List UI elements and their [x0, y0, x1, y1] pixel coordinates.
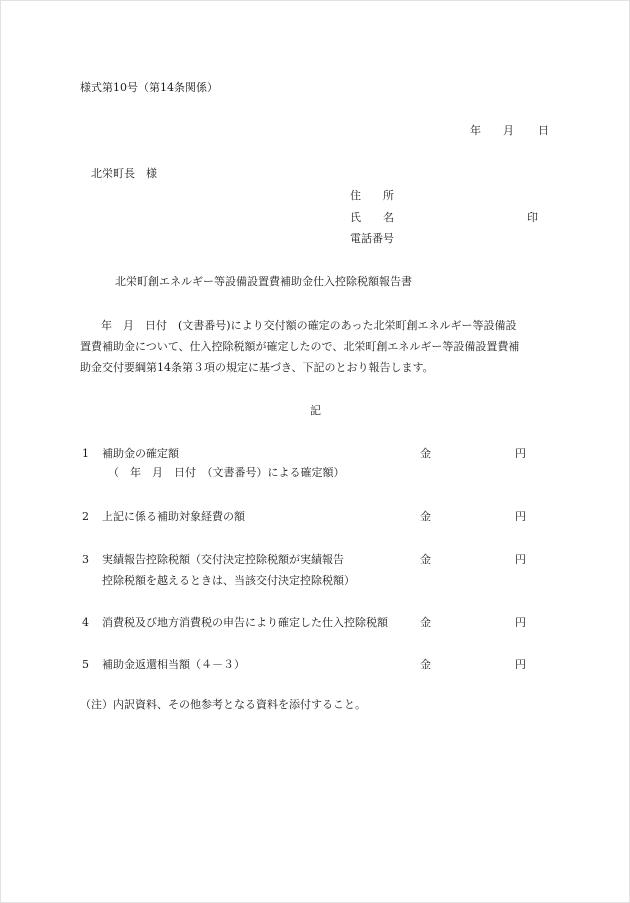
item-4-number: 4: [82, 616, 89, 629]
form-number: 様式第10号（第14条関係）: [80, 81, 218, 94]
ki-heading: 記: [310, 404, 321, 417]
item-3-number: 3: [82, 553, 89, 566]
item-1-yen: 円: [515, 447, 526, 460]
name-label: 氏 名: [350, 211, 394, 224]
item-3-kin: 金: [420, 553, 431, 566]
item-5-number: 5: [82, 658, 89, 671]
item-1-label: 補助金の確定額: [102, 447, 179, 460]
date-month-label: 月: [503, 124, 514, 137]
body-line-1: 年 月 日付 (文書番号)により交付額の確定のあった北栄町創エネルギー等設備設: [101, 319, 517, 332]
item-5-yen: 円: [515, 658, 526, 671]
item-1-sub: （ 年 月 日付 （文書番号）による確定額）: [108, 466, 345, 479]
item-3-label: 実績報告控除税額（交付決定控除税額が実績報告: [102, 553, 344, 566]
item-3-sub: 控除税額を越えるときは、当該交付決定控除税額）: [102, 574, 355, 587]
item-5-kin: 金: [420, 658, 431, 671]
item-1-kin: 金: [420, 447, 431, 460]
item-3-yen: 円: [515, 553, 526, 566]
item-4-kin: 金: [420, 616, 431, 629]
item-4-yen: 円: [515, 616, 526, 629]
item-5-label: 補助金返還相当額（４－３）: [102, 658, 245, 671]
item-4-label: 消費税及び地方消費税の申告により確定した仕入控除税額: [102, 616, 388, 629]
address-label: 住 所: [350, 189, 394, 202]
item-2-kin: 金: [420, 510, 431, 523]
item-2-yen: 円: [515, 510, 526, 523]
phone-label: 電話番号: [350, 232, 394, 245]
seal-mark: 印: [527, 211, 538, 224]
item-2-label: 上記に係る補助対象経費の額: [102, 510, 245, 523]
date-year-label: 年: [470, 124, 481, 137]
document-title: 北栄町創エネルギー等設備設置費補助金仕入控除税額報告書: [115, 275, 412, 288]
footnote: （注）内訳資料、その他参考となる資料を添付すること。: [80, 698, 366, 711]
item-2-number: 2: [82, 510, 89, 523]
addressee: 北栄町長 様: [91, 167, 157, 180]
body-line-2: 置費補助金について、仕入控除税額が確定したので、北栄町創エネルギー等設備設置費補: [80, 340, 520, 353]
body-line-3: 助金交付要綱第14条第３項の規定に基づき、下記のとおり報告します。: [80, 361, 434, 374]
date-day-label: 日: [538, 124, 549, 137]
item-1-number: 1: [82, 447, 89, 460]
